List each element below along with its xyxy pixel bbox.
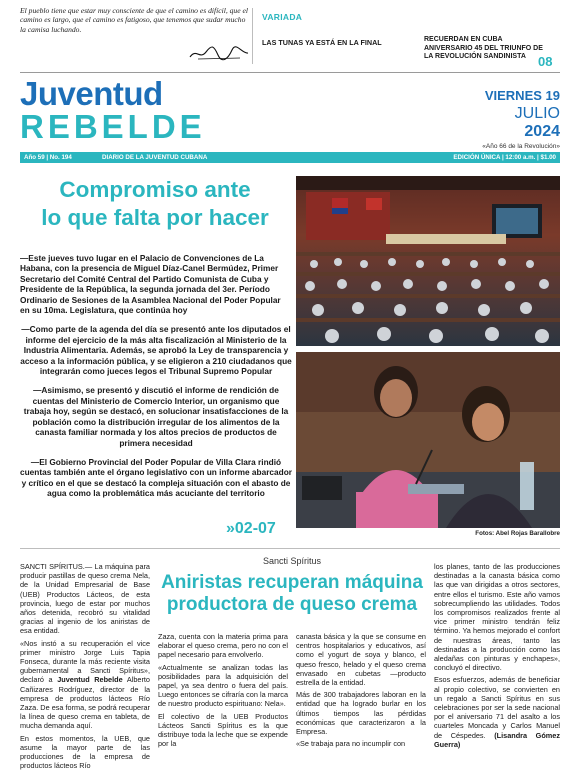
lead-headline-line2: lo que falta por hacer: [41, 205, 269, 230]
story-paragraph: [434, 675, 560, 749]
leader-quote: El pueblo tiene que estar muy consciente de que el camino es difícil, que el camino es largo, que el camino es fatigoso, que tenemos que sudar mucho la camisa luchando.: [20, 6, 248, 34]
masthead-rule: [20, 72, 560, 73]
anniversary-teaser[interactable]: RECUERDAN EN CUBA ANIVERSARIO 45 DEL TRIUNFO DE LA REVOLUCIÓN SANDINISTA: [424, 36, 543, 61]
tagline: DIARIO DE LA JUVENTUD CUBANA: [102, 154, 208, 161]
story-text: Alberto Cañizares Rodríguez, director de la empresa de productos lácteos Río Zaza. De esa forma, se podrá recuperar la línea de queso crema en tableta, de mucha demanda aquí.: [20, 675, 150, 731]
date-year: 2024: [524, 123, 560, 140]
story-column-3: [296, 632, 426, 751]
lead-paragraphs: [20, 253, 292, 508]
story-headline-line1: Aniristas recuperan máquina: [161, 572, 423, 593]
date-weekday: VIERNES 19: [484, 88, 560, 103]
story-paragraph: los planes, tanto de las producciones destinadas a la canasta básica como las que van dirigidas a otros sectores, entre ellos el turismo. Este año vamos sobrecumpliendo las utilidades. Todos los compromisos realizados frente al vice primer ministro tendrán feliz término. Ya hemos mejorado el confort de nuestras áreas, tanto las destinadas a la producción como las aledañas con pinturas y enchapes», concluyó el directivo.: [434, 562, 560, 673]
story-paragraph: Zaza, cuenta con la materia prima para elaborar el queso crema, pero no con el papel necesario para envolverlo.: [158, 632, 288, 660]
story-kicker: Sancti Spíritus: [262, 556, 322, 566]
story-column-1: [20, 562, 150, 773]
story-headline-line2: productora de queso crema: [166, 594, 418, 615]
info-bar: [20, 152, 560, 163]
story-paragraph: Más de 300 trabajadores laboran en la entidad que ha logrado burlar en los últimos tiempos las pérdidas económicas que caracterizaron a la Empresa.: [296, 690, 426, 737]
date-month: JULIO: [514, 105, 560, 122]
teaser-page-number[interactable]: 08: [538, 54, 553, 69]
story-text: Esos esfuerzos, además de beneficiar al propio colectivo, se convierten en un regalo a Sancti Spíritus en sus celebraciones por ser la sede nacional por el aniversario 71 del asalto a los cuarteles Moncada y Carlos Manuel de Céspedes.: [434, 675, 560, 740]
story-column-2: [158, 632, 288, 751]
lead-headline-line1: Compromiso ante: [59, 177, 251, 202]
deputies-photo: [296, 352, 560, 528]
author-byline: (Lisandra Gómez Guerra): [434, 730, 560, 749]
strip-divider: [252, 8, 253, 64]
story-paragraph: canasta básica y la que se consume en centros hospitalarios y educativos, así como el yogurt de soya y blanco, el queso fresco, helado y el queso crema envasado en cubetas —producto estrella de la entidad.: [296, 632, 426, 688]
lead-headline[interactable]: [20, 176, 290, 232]
date-box: [482, 88, 560, 150]
section-label[interactable]: VARIADA: [262, 12, 303, 22]
photo-credit: Fotos: Abel Rojas Barallobre: [475, 530, 560, 537]
masthead-logo-line1[interactable]: Juventud: [20, 75, 163, 112]
section-teaser[interactable]: LAS TUNAS YA ESTÁ EN LA FINAL: [262, 38, 382, 47]
story-paragraph: «Actualmente se analizan todas las posibilidades para la adquisición del papel, ya sea dentro o fuera del país. Luego entonces se cifraría con la marca de nuestro producto espirituano: Nela».: [158, 662, 288, 709]
story-paragraph: En estos momentos, la UEB, que asume la mayor parte de las producciones de la empresa de productos lácteos Río: [20, 733, 150, 771]
story-paragraph: El colectivo de la UEB Productos Lácteos Sancti Spíritus es la que distribuye toda la leche que se expende por la: [158, 711, 288, 749]
story-text: «Nos instó a su recuperación el vice primer ministro Jorge Luis Tapia Fonseca, durante la más reciente visita gubernamental a Sancti Spíritus», declaró a: [20, 638, 150, 685]
section-separator: [20, 548, 560, 549]
lead-paragraph: —Asimismo, se presentó y discutió el informe de rendición de cuentas del Ministerio de Comercio Interior, un organismo que trabaja hoy, según se destacó, en solucionar insatisfacciones de la población como la distribución irregular de los alimentos de la canasta familiar normada y los altos precios de productos de primera necesidad: [23, 385, 289, 448]
assembly-hall-photo: [296, 176, 560, 346]
masthead-logo-line2[interactable]: REBELDE: [20, 108, 206, 145]
page-reference-link[interactable]: »02-07: [226, 520, 276, 537]
story-column-4: [434, 562, 560, 752]
newspaper-name: Juventud Rebelde: [57, 675, 123, 685]
lead-paragraph: —Como parte de la agenda del día se presentó ante los diputados el informe del ejercicio de la más alta fiscalización al Ministerio de la Industria Alimentaria. Además, se aprobó la Ley de transparencia y acceso a la información pública, y se eligieron a 210 ciudadanos que integrarán como jueces legos el Tribunal Supremo Popular: [20, 324, 292, 377]
story-paragraph: [20, 639, 150, 731]
top-strip: [0, 0, 580, 72]
edition-info: EDICIÓN ÚNICA | 12:00 a.m. | $1.00: [453, 154, 556, 161]
lead-paragraph: —El Gobierno Provincial del Poder Popular de Villa Clara rindió cuentas también ante el órgano legislativo con un informe abarcador y crítico en el que se destacó la compleja situación con el abasto de agua como la problemática más acuciante del territorio: [20, 456, 293, 499]
issue-number: Año 59 | No. 194: [24, 154, 72, 161]
story-paragraph: «Se trabaja para no incumplir con: [296, 739, 406, 749]
signature-icon: [188, 44, 250, 62]
story-paragraph: SANCTI SPÍRITUS.— La máquina para producir pastillas de queso crema Nela, de la Unidad Empresarial de Base (UEB) Productos Lácteos, de esta provincia, luego de estar por muchos años detenida, recobró su vitalidad gracias al ingenio de los aniristas de esa entidad.: [20, 562, 150, 636]
lead-paragraph: —Este jueves tuvo lugar en el Palacio de Convenciones de La Habana, con la presencia de Miguel Díaz-Canel Bermúdez, Primer Secretario del Comité Central del Partido Comunista de Cuba y Presidente de la República, la segunda jornada del 3er. Período Ordinario de Sesiones de la Asamblea Nacional del Poder Popular en su 10ma. Legislatura, que continúa hoy: [20, 253, 281, 316]
revolution-year: «Año 66 de la Revolución»: [482, 143, 560, 150]
story-headline[interactable]: [158, 572, 426, 616]
